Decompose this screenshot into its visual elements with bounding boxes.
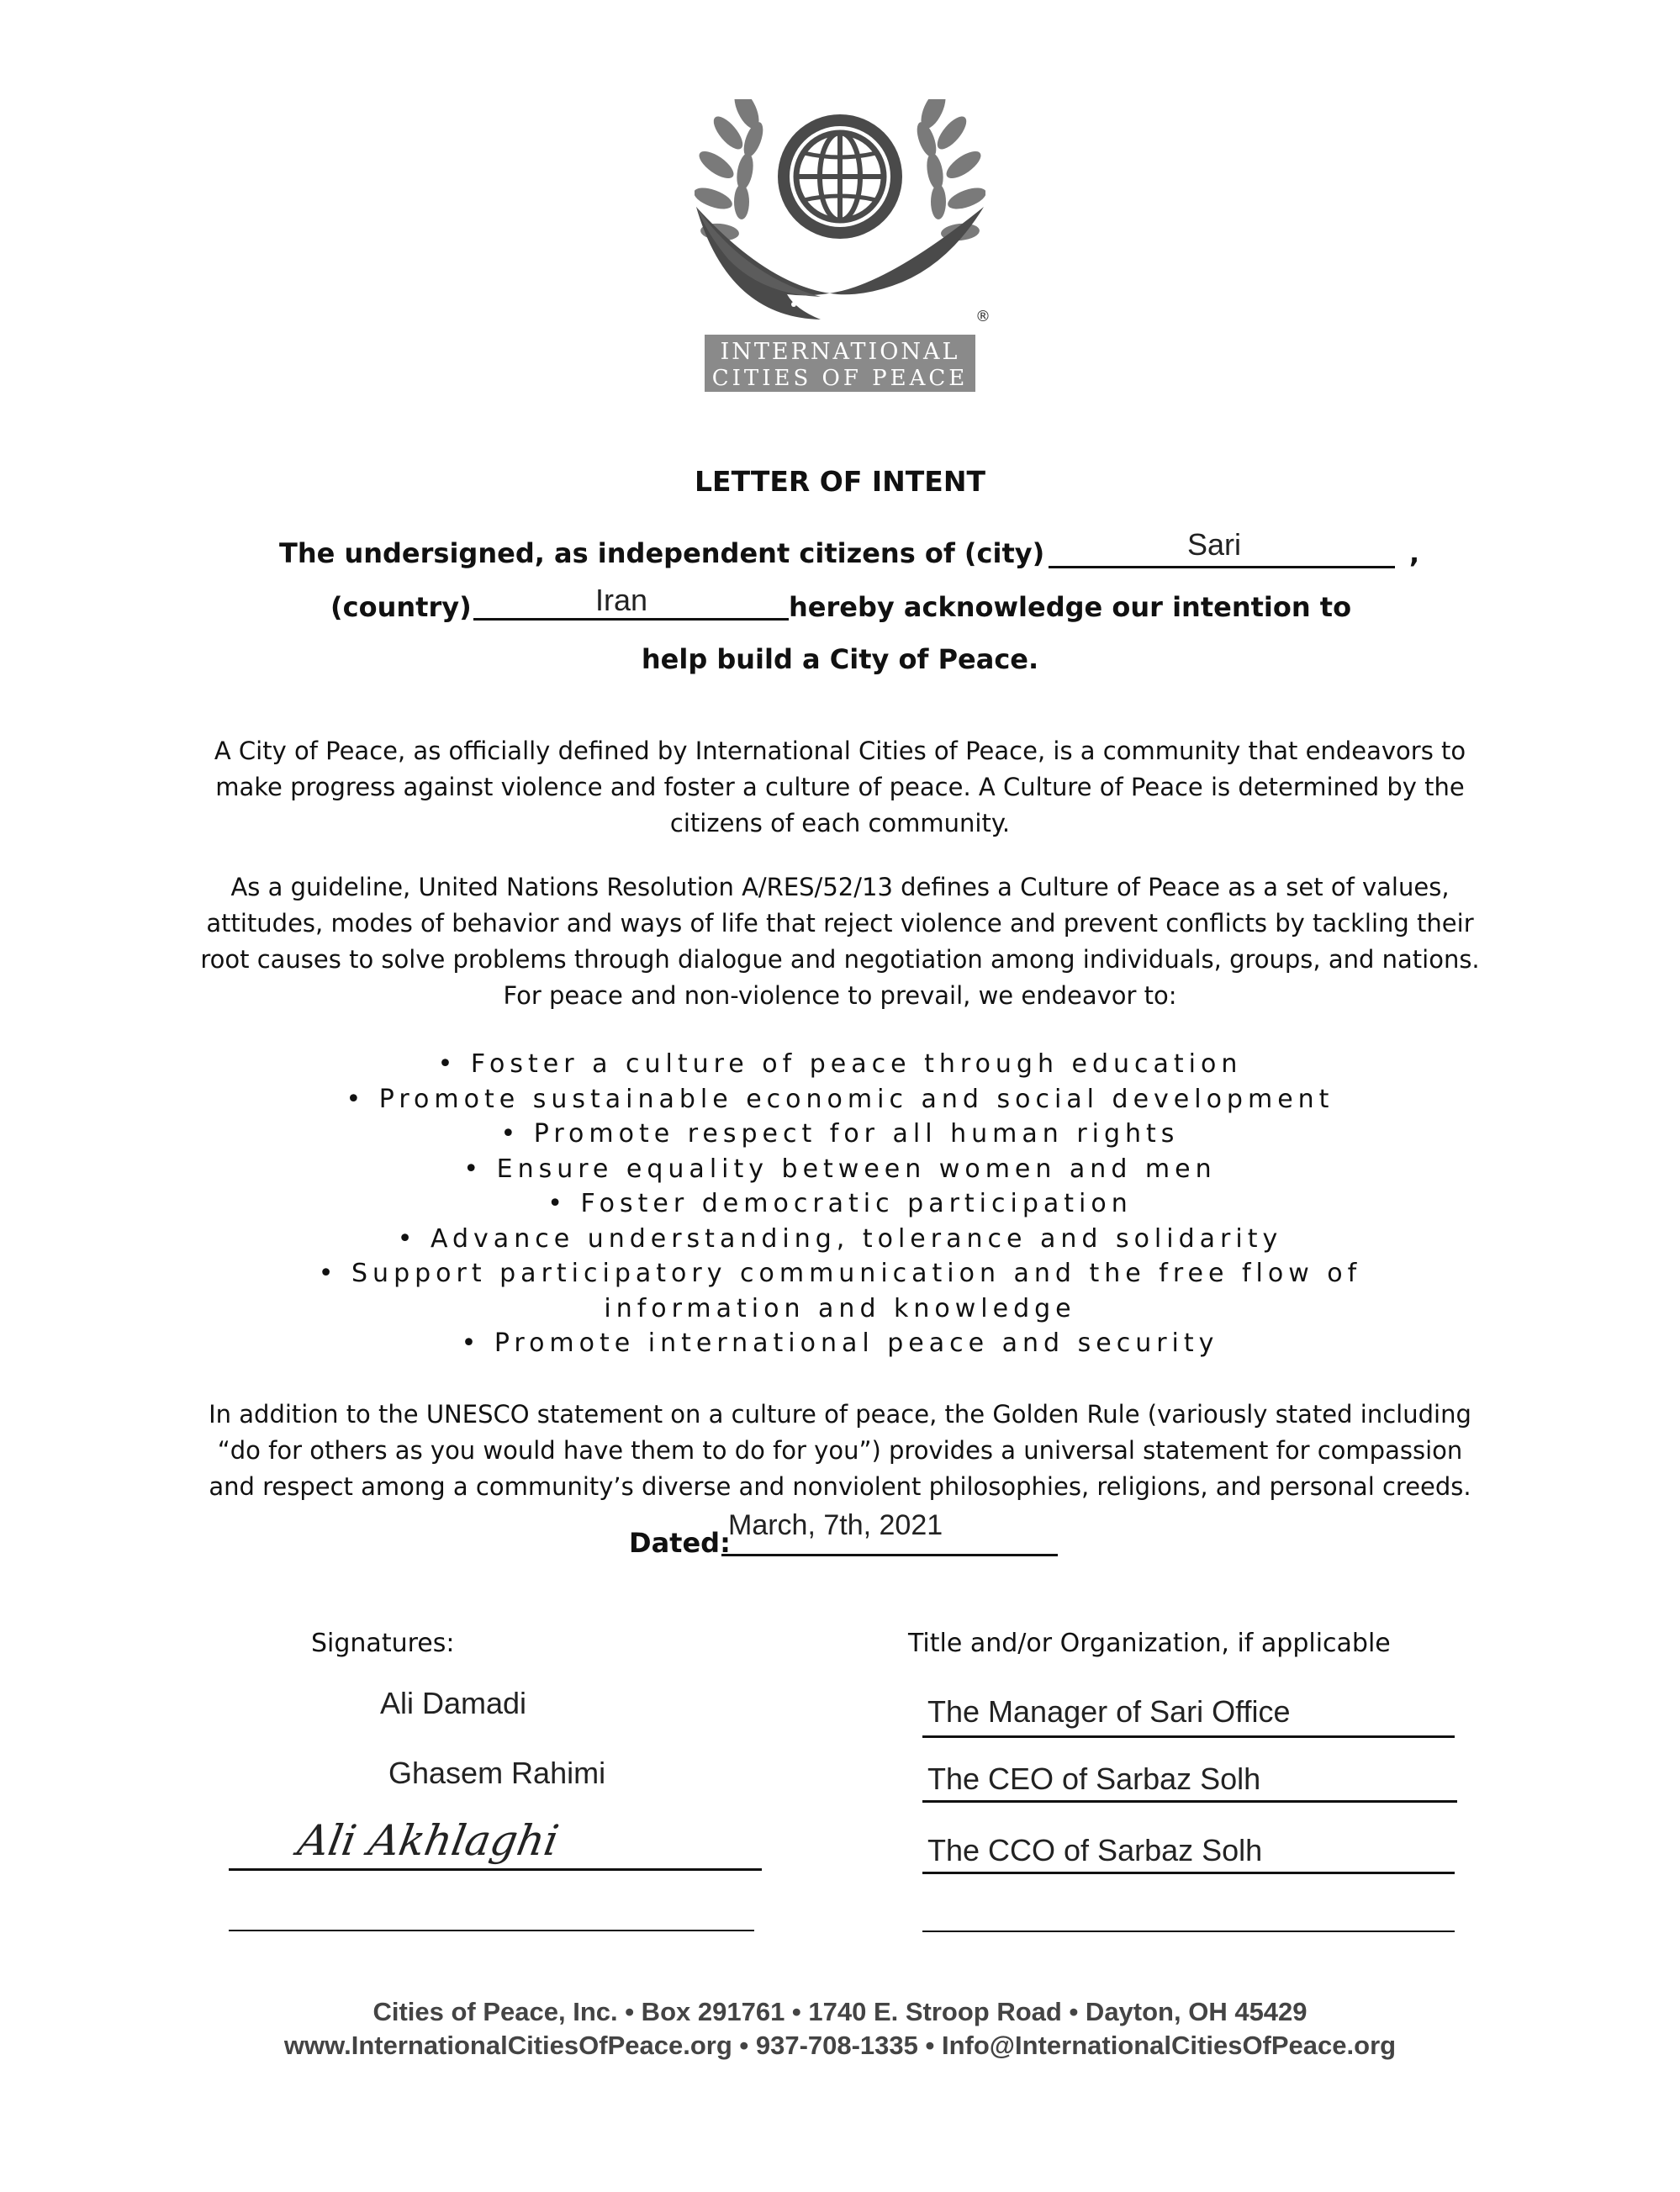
- paragraph-line: root causes to solve problems through dialogue and negotiation among individuals, groups, and nations.: [200, 945, 1480, 974]
- country-underline: [473, 618, 789, 621]
- title-value-2: The CEO of Sarbaz Solh: [927, 1762, 1261, 1796]
- bullet-item: • Promote respect for all human rights: [500, 1119, 1180, 1149]
- paragraph-line: attitudes, modes of behavior and ways of life that reject violence and prevent conflicts by tackling their: [206, 909, 1474, 938]
- paragraph-3: [0, 1397, 1680, 1505]
- paragraph-line: For peace and non-violence to prevail, we endeavor to:: [503, 981, 1177, 1010]
- titles-label: Title and/or Organization, if applicable: [908, 1629, 1391, 1658]
- paragraph-line: “do for others as you would have them to do for you”) provides a universal statement for compassion: [217, 1436, 1463, 1465]
- paragraph-line: As a guideline, United Nations Resolution A/RES/52/13 defines a Culture of Peace as a set of values,: [230, 873, 1450, 901]
- intro-line-2: hereby acknowledge our intention to: [789, 591, 1352, 623]
- bullet-item: • Foster democratic participation: [547, 1189, 1133, 1218]
- bullet-item: information and knowledge: [604, 1293, 1076, 1323]
- signatures-label: Signatures:: [311, 1629, 455, 1658]
- registered-mark: ®: [975, 308, 991, 325]
- footer-address: Cities of Peace, Inc. • Box 291761 • 1740 E. Stroop Road • Dayton, OH 45429: [372, 1997, 1308, 2026]
- signature-name-1: Ali Damadi: [380, 1686, 527, 1720]
- logo-line-1: INTERNATIONAL: [720, 339, 960, 365]
- signature-line-1: [229, 1868, 762, 1871]
- bullet-item: • Promote international peace and security: [461, 1328, 1219, 1358]
- logo-line-2: CITIES OF PEACE: [711, 366, 969, 391]
- bullet-item: • Ensure equality between women and men: [463, 1154, 1217, 1184]
- dated-label: Dated:: [629, 1527, 731, 1559]
- footer-contact: www.InternationalCitiesOfPeace.org • 937-708-1335 • Info@InternationalCitiesOfPeace.org: [283, 2031, 1397, 2060]
- handwritten-signature: Ali Akhlaghi: [293, 1816, 563, 1865]
- bullet-item: • Foster a culture of peace through education: [437, 1049, 1243, 1079]
- paragraph-line: citizens of each community.: [669, 809, 1011, 837]
- international-cities-of-peace-logo: [695, 99, 991, 394]
- title-line-2: [922, 1800, 1457, 1803]
- paragraph-1: [0, 733, 1680, 842]
- country-label: (country): [330, 591, 472, 623]
- title-line-3: [922, 1872, 1455, 1874]
- country-value: Iran: [595, 583, 648, 617]
- title-line-1: [922, 1735, 1455, 1738]
- dated-value: March, 7th, 2021: [728, 1509, 943, 1541]
- paragraph-line: In addition to the UNESCO statement on a culture of peace, the Golden Rule (variously stated including: [209, 1400, 1471, 1429]
- intro-line-3: help build a City of Peace.: [641, 643, 1039, 675]
- bullet-item: • Promote sustainable economic and social development: [346, 1084, 1334, 1114]
- title-value-3: The CCO of Sarbaz Solh: [927, 1833, 1263, 1867]
- signature-line-2: [229, 1930, 754, 1931]
- signature-name-2: Ghasem Rahimi: [388, 1756, 606, 1790]
- paragraph-2: [0, 869, 1680, 1014]
- paragraph-line: and respect among a community’s diverse and nonviolent philosophies, religions, and personal creeds.: [209, 1472, 1471, 1501]
- dated-underline: [721, 1554, 1058, 1556]
- bullet-item: • Support participatory communication and the free flow of: [318, 1259, 1362, 1288]
- intro-line-1: The undersigned, as independent citizens of (city): [279, 537, 1045, 569]
- logo-emblem: [695, 99, 985, 394]
- title-line-4: [922, 1931, 1455, 1932]
- bullet-list: [0, 1047, 1680, 1361]
- page-title: LETTER OF INTENT: [695, 465, 985, 498]
- city-underline: [1049, 566, 1395, 568]
- paragraph-line: A City of Peace, as officially defined by International Cities of Peace, is a community that endeavors to: [214, 737, 1466, 765]
- city-value: Sari: [1187, 527, 1242, 562]
- bullet-item: • Advance understanding, tolerance and solidarity: [397, 1223, 1283, 1254]
- title-value-1: The Manager of Sari Office: [927, 1694, 1291, 1729]
- paragraph-line: make progress against violence and foster a culture of peace. A Culture of Peace is determined by the: [215, 773, 1465, 801]
- intro-comma: ,: [1409, 537, 1420, 569]
